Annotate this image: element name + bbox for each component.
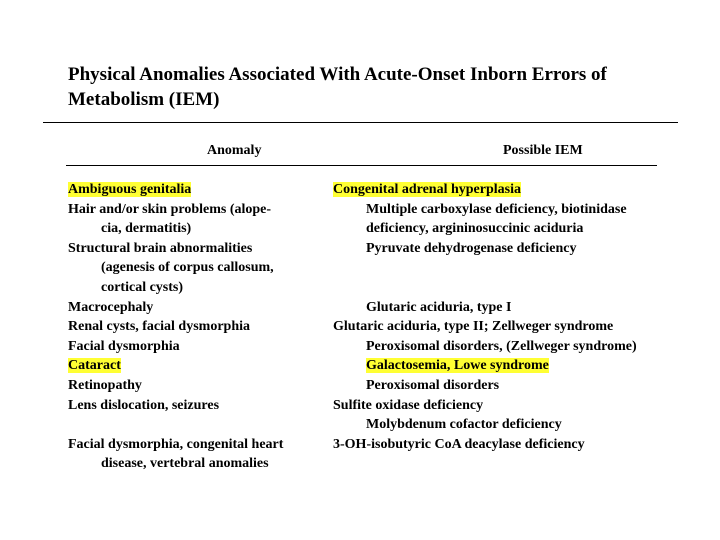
iem-3oh-isobutyric: 3-OH-isobutyric CoA deacylase deficiency: [333, 436, 585, 452]
title-line-1: Physical Anomalies Associated With Acute-Onset Inborn Errors of: [68, 64, 607, 85]
iem-column-header: Possible IEM: [503, 143, 583, 158]
iem-molybdenum-cofactor: Molybdenum cofactor deficiency: [366, 417, 562, 433]
iem-sulfite-oxidase: Sulfite oxidase deficiency: [333, 397, 484, 413]
iem-multiple-carboxylase: Multiple carboxylase deficiency, biotinidase: [366, 201, 627, 217]
iem-glutaric-type-2: Glutaric aciduria, type II; Zellweger syndrome: [333, 319, 614, 335]
anomaly-structural-brain-cont-2: cortical cysts): [101, 279, 184, 295]
iem-galactosemia-lowe: Galactosemia, Lowe syndrome: [366, 358, 549, 374]
slide-title: [68, 62, 668, 112]
title-line-2: Metabolism (IEM): [68, 89, 220, 110]
anomaly-structural-brain-cont-1: (agenesis of corpus callosum,: [101, 260, 274, 276]
anomaly-structural-brain: Structural brain abnormalities: [68, 240, 253, 256]
anomaly-retinopathy: Retinopathy: [68, 377, 142, 393]
anomaly-column: [68, 180, 338, 474]
top-divider: [43, 122, 678, 123]
iem-glutaric-type-1: Glutaric aciduria, type I: [366, 299, 512, 315]
anomaly-facial-dysmorphia: Facial dysmorphia: [68, 338, 180, 354]
iem-congenital-adrenal-hyperplasia: Congenital adrenal hyperplasia: [333, 182, 521, 197]
iem-peroxisomal-zellweger: Peroxisomal disorders, (Zellweger syndrome): [366, 338, 637, 354]
header-divider: [66, 165, 657, 166]
anomaly-ambiguous-genitalia: Ambiguous genitalia: [68, 182, 192, 197]
anomaly-renal-cysts: Renal cysts, facial dysmorphia: [68, 319, 250, 335]
iem-column: [333, 180, 663, 454]
anomaly-macrocephaly: Macrocephaly: [68, 299, 154, 315]
iem-pyruvate-dehydrogenase: Pyruvate dehydrogenase deficiency: [366, 240, 577, 256]
anomaly-hair-skin-cont: cia, dermatitis): [101, 221, 192, 237]
anomaly-facial-heart-cont: disease, vertebral anomalies: [101, 456, 269, 472]
anomaly-column-header: Anomaly: [207, 143, 262, 158]
anomaly-lens-dislocation: Lens dislocation, seizures: [68, 397, 220, 413]
anomaly-hair-skin: Hair and/or skin problems (alope-: [68, 201, 272, 217]
anomaly-cataract: Cataract: [68, 358, 121, 374]
iem-multiple-carboxylase-cont: deficiency, argininosuccinic aciduria: [366, 221, 584, 237]
anomaly-facial-heart: Facial dysmorphia, congenital heart: [68, 436, 284, 452]
iem-peroxisomal: Peroxisomal disorders: [366, 377, 500, 393]
